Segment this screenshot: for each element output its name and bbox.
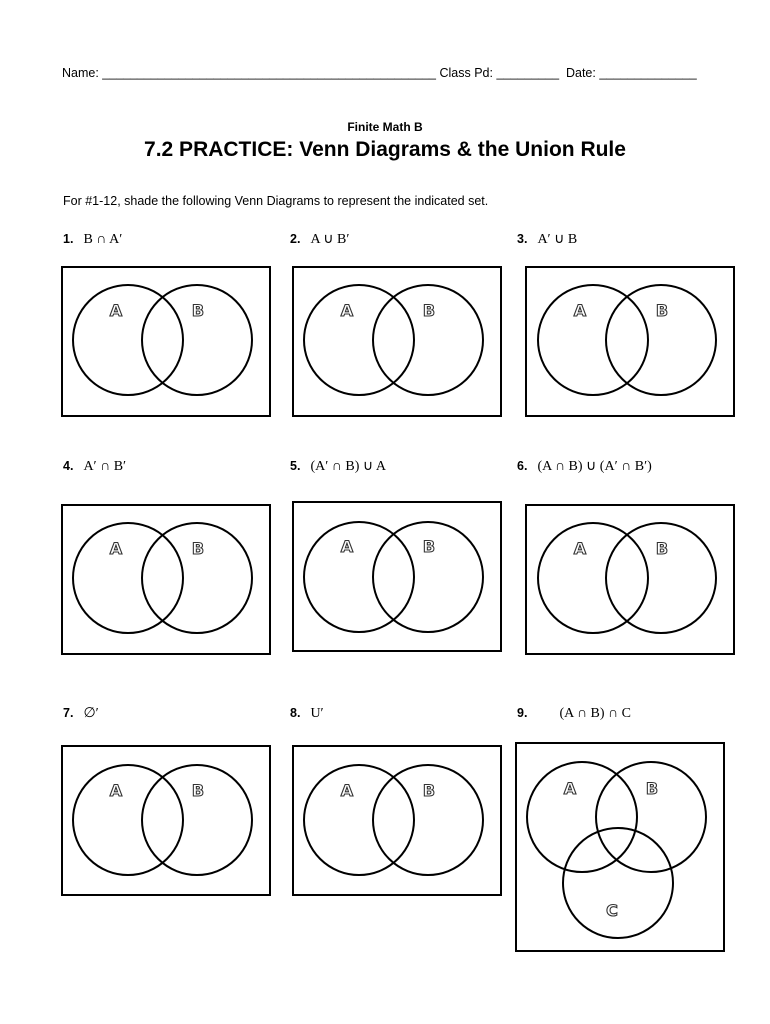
set-label-b: B xyxy=(191,539,205,558)
set-label-a: A xyxy=(340,537,354,556)
problem-expression: ∅′ xyxy=(83,706,99,721)
universal-set-box xyxy=(62,746,270,895)
universal-set-box xyxy=(526,505,734,654)
page-title: 7.2 PRACTICE: Venn Diagrams & the Union Rule xyxy=(144,138,626,161)
set-label-b: B xyxy=(422,301,436,320)
venn-diagram-1[interactable] xyxy=(62,267,270,416)
set-label-b: B xyxy=(422,537,436,556)
class-period-blank[interactable]: _________ xyxy=(496,66,560,80)
set-label-b: B xyxy=(655,301,669,320)
set-label-b: B xyxy=(655,539,669,558)
circle-a[interactable] xyxy=(304,765,414,875)
problem-expression: (A′ ∩ B) ∪ A xyxy=(310,459,386,474)
set-label-a: A xyxy=(340,301,354,320)
venn-diagram-7[interactable] xyxy=(62,746,270,895)
set-label-a: A xyxy=(109,301,123,320)
circle-a[interactable] xyxy=(527,762,637,872)
problem-number: 6. xyxy=(517,459,528,473)
problem-number: 4. xyxy=(63,459,74,473)
set-label-b: B xyxy=(191,781,205,800)
circle-a[interactable] xyxy=(304,285,414,395)
date-blank[interactable]: ______________ xyxy=(599,66,697,80)
venn-diagram-5[interactable] xyxy=(293,502,501,651)
name-label: Name: xyxy=(62,66,103,80)
problem-expression: (A ∩ B) ∩ C xyxy=(559,706,631,721)
circle-a[interactable] xyxy=(538,285,648,395)
course-name: Finite Math B xyxy=(347,120,423,134)
problem-number: 5. xyxy=(290,459,301,473)
problem-expression: A′ ∪ B xyxy=(537,232,578,247)
problem-number: 8. xyxy=(290,706,301,720)
instructions: For #1-12, shade the following Venn Diagrams to represent the indicated set. xyxy=(63,194,489,208)
circle-a[interactable] xyxy=(538,523,648,633)
problem-number: 7. xyxy=(63,706,74,720)
class-period-label: Class Pd: xyxy=(439,66,497,80)
problem-number: 3. xyxy=(517,232,528,246)
venn-diagram-8[interactable] xyxy=(293,746,501,895)
problem-number: 1. xyxy=(63,232,74,246)
problem-expression: A ∪ B′ xyxy=(310,232,350,247)
set-label-b: B xyxy=(422,781,436,800)
problem-expression: U′ xyxy=(310,706,324,721)
universal-set-box xyxy=(293,746,501,895)
problem-number: 2. xyxy=(290,232,301,246)
circle-a[interactable] xyxy=(73,765,183,875)
universal-set-box xyxy=(526,267,734,416)
set-label-a: A xyxy=(573,539,587,558)
set-label-a: A xyxy=(340,781,354,800)
set-label-b: B xyxy=(191,301,205,320)
circle-a[interactable] xyxy=(73,523,183,633)
venn-diagram-6[interactable] xyxy=(526,505,734,654)
universal-set-box xyxy=(62,505,270,654)
venn-diagram-4[interactable] xyxy=(62,505,270,654)
set-label-a: A xyxy=(573,301,587,320)
universal-set-box xyxy=(293,267,501,416)
venn-diagram-9[interactable] xyxy=(516,743,724,951)
universal-set-box xyxy=(62,267,270,416)
problem-number: 9. xyxy=(517,706,528,720)
set-label-a: A xyxy=(563,779,577,798)
venn-diagram-2[interactable] xyxy=(293,267,501,416)
venn-diagram-3[interactable] xyxy=(526,267,734,416)
circle-a[interactable] xyxy=(73,285,183,395)
problem-expression: B ∩ A′ xyxy=(83,232,123,247)
set-label-a: A xyxy=(109,539,123,558)
problem-expression: (A ∩ B) ∪ (A′ ∩ B′) xyxy=(537,459,652,474)
set-label-c: C xyxy=(606,901,618,920)
name-blank[interactable]: ________________________________________________ xyxy=(102,66,436,80)
set-label-a: A xyxy=(109,781,123,800)
universal-set-box xyxy=(293,502,501,651)
date-label: Date: xyxy=(565,66,600,80)
circle-a[interactable] xyxy=(304,522,414,632)
circle-c[interactable] xyxy=(563,828,673,938)
set-label-b: B xyxy=(645,779,659,798)
problem-expression: A′ ∩ B′ xyxy=(83,459,127,474)
